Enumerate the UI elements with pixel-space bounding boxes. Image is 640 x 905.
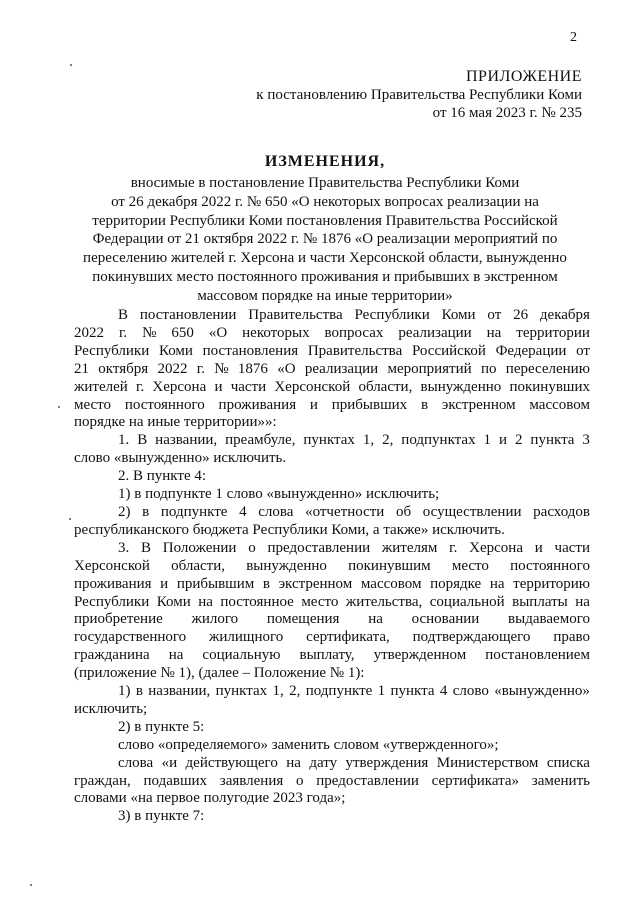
word: государственного	[74, 629, 187, 646]
scan-speck	[30, 884, 32, 886]
word: Министерством	[436, 754, 539, 771]
word: 1,	[272, 683, 284, 700]
subtitle-line: массовом порядке на иные территории»	[197, 287, 453, 304]
word: граждан,	[74, 772, 131, 789]
word: место	[74, 396, 112, 413]
justified-line	[74, 343, 590, 361]
paragraph-last-line: слово «вынужденно» исключить.	[74, 450, 287, 467]
word: место	[451, 557, 489, 574]
word: территорию	[513, 575, 590, 592]
word: на	[168, 647, 184, 664]
appendix-title: ПРИЛОЖЕНИЕ	[465, 68, 582, 85]
word: жителям	[381, 539, 438, 556]
word: 1)	[118, 683, 131, 700]
subtitle-line: территории Республики Коми постановления Правительства Российской	[92, 212, 558, 229]
word: области,	[171, 557, 225, 574]
justified-line	[74, 540, 590, 558]
word: социальную	[202, 647, 281, 664]
word: выдаваемого	[508, 611, 590, 628]
word: октября	[98, 360, 149, 377]
word: на	[368, 611, 383, 628]
justified-line	[74, 307, 590, 325]
word: пункта	[390, 683, 435, 700]
word: В	[118, 307, 129, 323]
justified-line	[74, 629, 590, 647]
word: «и	[161, 754, 178, 771]
word: предоставлении	[316, 772, 419, 789]
scan-speck	[69, 518, 71, 520]
word: списка	[546, 754, 590, 771]
word: от	[487, 307, 502, 323]
word: подпункте	[305, 683, 373, 700]
word: некоторых	[242, 324, 310, 341]
word: части	[554, 539, 590, 556]
justified-line	[74, 558, 590, 576]
word: экстренном	[441, 396, 516, 413]
word: утвержденном	[373, 647, 467, 664]
word: о	[296, 772, 304, 789]
justified-line	[74, 325, 590, 343]
word: Положении	[162, 539, 237, 556]
word: постоянного	[124, 396, 205, 413]
word: пунктах	[215, 683, 268, 700]
word: на	[575, 593, 590, 610]
word: постановлении	[139, 307, 237, 323]
word: преамбуле,	[225, 432, 296, 449]
word: г.	[135, 378, 145, 395]
word: 26	[513, 307, 529, 323]
word: В	[141, 539, 152, 556]
word: и	[534, 539, 543, 556]
word: выплату,	[299, 647, 355, 664]
word: выплаты	[512, 593, 568, 610]
paragraph-item-2: 2. В пункте 4:	[118, 468, 207, 485]
word: Коми	[156, 593, 191, 610]
word: жилищного	[209, 629, 284, 646]
word: «О	[208, 324, 228, 341]
word: основании	[411, 611, 480, 628]
word: переселению	[505, 360, 590, 377]
word: 2)	[118, 503, 131, 520]
word: 2022	[157, 360, 188, 377]
word: Федерации	[495, 342, 567, 359]
paragraph-item-1	[74, 432, 590, 468]
word: №	[142, 324, 157, 341]
word: 2	[514, 432, 523, 449]
justified-line	[74, 773, 590, 791]
word: в	[142, 503, 150, 520]
word: Республики	[354, 307, 430, 323]
paragraph-item-3-2-a: слово «определяемого» заменить словом «утвержденного»;	[118, 736, 499, 753]
word: проживания	[74, 575, 152, 592]
word: Республики	[74, 342, 150, 359]
word: реализации	[304, 360, 379, 377]
justified-line	[74, 432, 590, 450]
justified-line	[74, 755, 590, 773]
paragraph-item-3-2: 2) в пункте 5:	[118, 718, 205, 735]
word: Правительства	[248, 307, 343, 323]
justified-line	[74, 504, 590, 522]
word: мероприятий	[387, 360, 472, 377]
word: гражданина	[74, 647, 150, 664]
word: г.	[449, 539, 458, 556]
word: об	[395, 503, 412, 520]
paragraph-item-3-3: 3) в пункте 7:	[118, 808, 205, 825]
word: Херсонской	[74, 557, 150, 574]
subtitle-line: переселению жителей г. Херсона и части Херсонской области, вынужденно	[83, 250, 567, 267]
paragraph-last-line: республиканского бюджета Республики Коми, а также» исключить.	[74, 521, 505, 538]
word: о	[248, 539, 256, 556]
word: 1876	[237, 360, 268, 377]
word: дату	[309, 754, 338, 771]
word: массовом	[360, 575, 422, 592]
word: г.	[196, 360, 205, 377]
word: пункта	[530, 432, 575, 449]
word: «О	[277, 360, 296, 377]
word: 2,	[289, 683, 301, 700]
word: Правительства	[307, 342, 403, 359]
word: 4	[239, 503, 247, 520]
word: постоянного	[510, 557, 590, 574]
word: 21	[74, 360, 89, 377]
word: 3	[582, 432, 590, 449]
justified-line	[74, 683, 590, 701]
word: помещения	[266, 611, 340, 628]
paragraph-last-line: исключить;	[74, 700, 148, 717]
word: осуществлении	[422, 503, 522, 520]
document-heading	[60, 152, 590, 306]
word: сертификата»	[431, 772, 520, 789]
word: постоянное	[220, 593, 294, 610]
paragraph-last-line: словами «на первое полугодие 2023 года»;	[74, 790, 346, 807]
word: постановлением	[485, 647, 590, 664]
word: приобретение	[74, 611, 163, 628]
word: и	[214, 378, 223, 395]
appendix-block	[256, 68, 582, 122]
word: названии,	[155, 432, 218, 449]
word: 1	[483, 432, 492, 449]
paragraph-item-2-1: 1) в подпункте 1 слово «вынужденно» исключить;	[118, 486, 440, 503]
word: и	[498, 432, 508, 449]
justified-line	[74, 576, 590, 594]
document-subtitle	[60, 174, 590, 306]
word: пунктах	[303, 432, 355, 449]
word: постановления	[202, 342, 299, 359]
justified-line	[74, 594, 590, 612]
scan-speck	[70, 64, 72, 66]
word: Херсона	[469, 539, 523, 556]
word: подтверждающего	[412, 629, 531, 646]
document-title: ИЗМЕНЕНИЯ,	[264, 153, 386, 170]
word: территории	[516, 324, 590, 341]
justified-line	[74, 647, 590, 665]
word: покинувшим	[348, 557, 431, 574]
word: декабря	[539, 307, 590, 323]
paragraph-item-3	[74, 540, 590, 683]
word: Коми	[441, 307, 476, 323]
word: слова	[118, 754, 154, 771]
word: Коми	[158, 342, 193, 359]
subtitle-line: покинувших место постоянного проживания и прибывших в экстренном	[92, 268, 558, 285]
word: г.	[118, 324, 128, 341]
word: подпункте	[160, 503, 228, 520]
word: вынужденно	[246, 557, 327, 574]
word: в	[262, 575, 270, 592]
word: место	[301, 593, 339, 610]
word: социальной	[429, 593, 505, 610]
word: слово	[452, 683, 489, 700]
scan-speck	[58, 406, 60, 408]
word: Российской	[411, 342, 486, 359]
word: слова	[258, 503, 294, 520]
word: проживания	[218, 396, 297, 413]
word: 1	[377, 683, 386, 700]
word: реализации	[398, 324, 472, 341]
appendix-line: к постановлению Правительства Республики Коми	[256, 87, 582, 103]
word: Херсона	[152, 378, 207, 395]
word: подпунктах	[401, 432, 476, 449]
word: жительства,	[345, 593, 423, 610]
appendix-line: от 16 мая 2023 г. № 235	[432, 105, 582, 121]
word: на	[489, 575, 505, 592]
word: жилого	[191, 611, 239, 628]
justified-line	[74, 397, 590, 415]
word: Херсонской	[274, 378, 351, 395]
word: и	[160, 575, 169, 592]
paragraph-last-line: порядке на иные территории»»:	[74, 414, 277, 431]
paragraph-intro	[74, 307, 590, 432]
paragraph-last-line: (приложение № 1), (далее – Положение № 1):	[74, 665, 365, 682]
word: по	[480, 360, 497, 377]
word: от	[576, 342, 590, 359]
paragraph-item-3-1	[74, 683, 590, 719]
word: действующего	[185, 754, 278, 771]
word: право	[553, 629, 590, 646]
word: предоставлении	[267, 539, 371, 556]
word: вопросах	[324, 324, 384, 341]
word: части	[230, 378, 267, 395]
word: расходов	[533, 503, 590, 520]
word: 2022	[74, 324, 104, 341]
word: №	[214, 360, 229, 377]
word: 3.	[118, 539, 130, 556]
word: 650	[171, 324, 194, 341]
justified-line	[74, 361, 590, 379]
paragraph-item-3-2-b	[74, 755, 590, 809]
page-number: 2	[570, 30, 577, 45]
word: утверждения	[345, 754, 429, 771]
word: 4	[439, 683, 448, 700]
word: вынужденно	[420, 378, 502, 395]
word: и	[309, 396, 318, 413]
word: на	[286, 754, 301, 771]
word: на	[486, 324, 502, 341]
word: в	[135, 683, 143, 700]
word: в	[421, 396, 429, 413]
word: 1.	[118, 432, 130, 449]
word: массовом	[529, 396, 590, 413]
word: сертификата,	[306, 629, 390, 646]
subtitle-line: Федерации от 21 октября 2022 г. № 1876 «О реализации мероприятий по	[92, 231, 558, 248]
word: названии,	[148, 683, 211, 700]
word: 1,	[362, 432, 375, 449]
word: жителей	[74, 378, 128, 395]
subtitle-line: вносимые в постановление Правительства Республики Коми	[130, 175, 520, 191]
word: В	[137, 432, 148, 449]
word: прибывших	[331, 396, 408, 413]
word: прибывшим	[176, 575, 255, 592]
paragraph-item-2-2	[74, 504, 590, 540]
justified-line	[74, 379, 590, 397]
justified-line	[74, 611, 590, 629]
word: заменить	[531, 772, 590, 789]
word: порядке	[430, 575, 482, 592]
word: Республики	[74, 593, 150, 610]
word: области,	[358, 378, 413, 395]
word: на	[198, 593, 213, 610]
word: «отчетности	[305, 503, 385, 520]
word: «вынужденно»	[494, 683, 590, 700]
word: 2,	[382, 432, 394, 449]
word: покинувших	[509, 378, 590, 395]
word: подавших	[143, 772, 208, 789]
subtitle-line: от 26 декабря 2022 г. № 650 «О некоторых вопросах реализации на	[111, 193, 539, 210]
word: заявления	[219, 772, 284, 789]
document-body	[74, 307, 590, 826]
word: экстренном	[278, 575, 353, 592]
